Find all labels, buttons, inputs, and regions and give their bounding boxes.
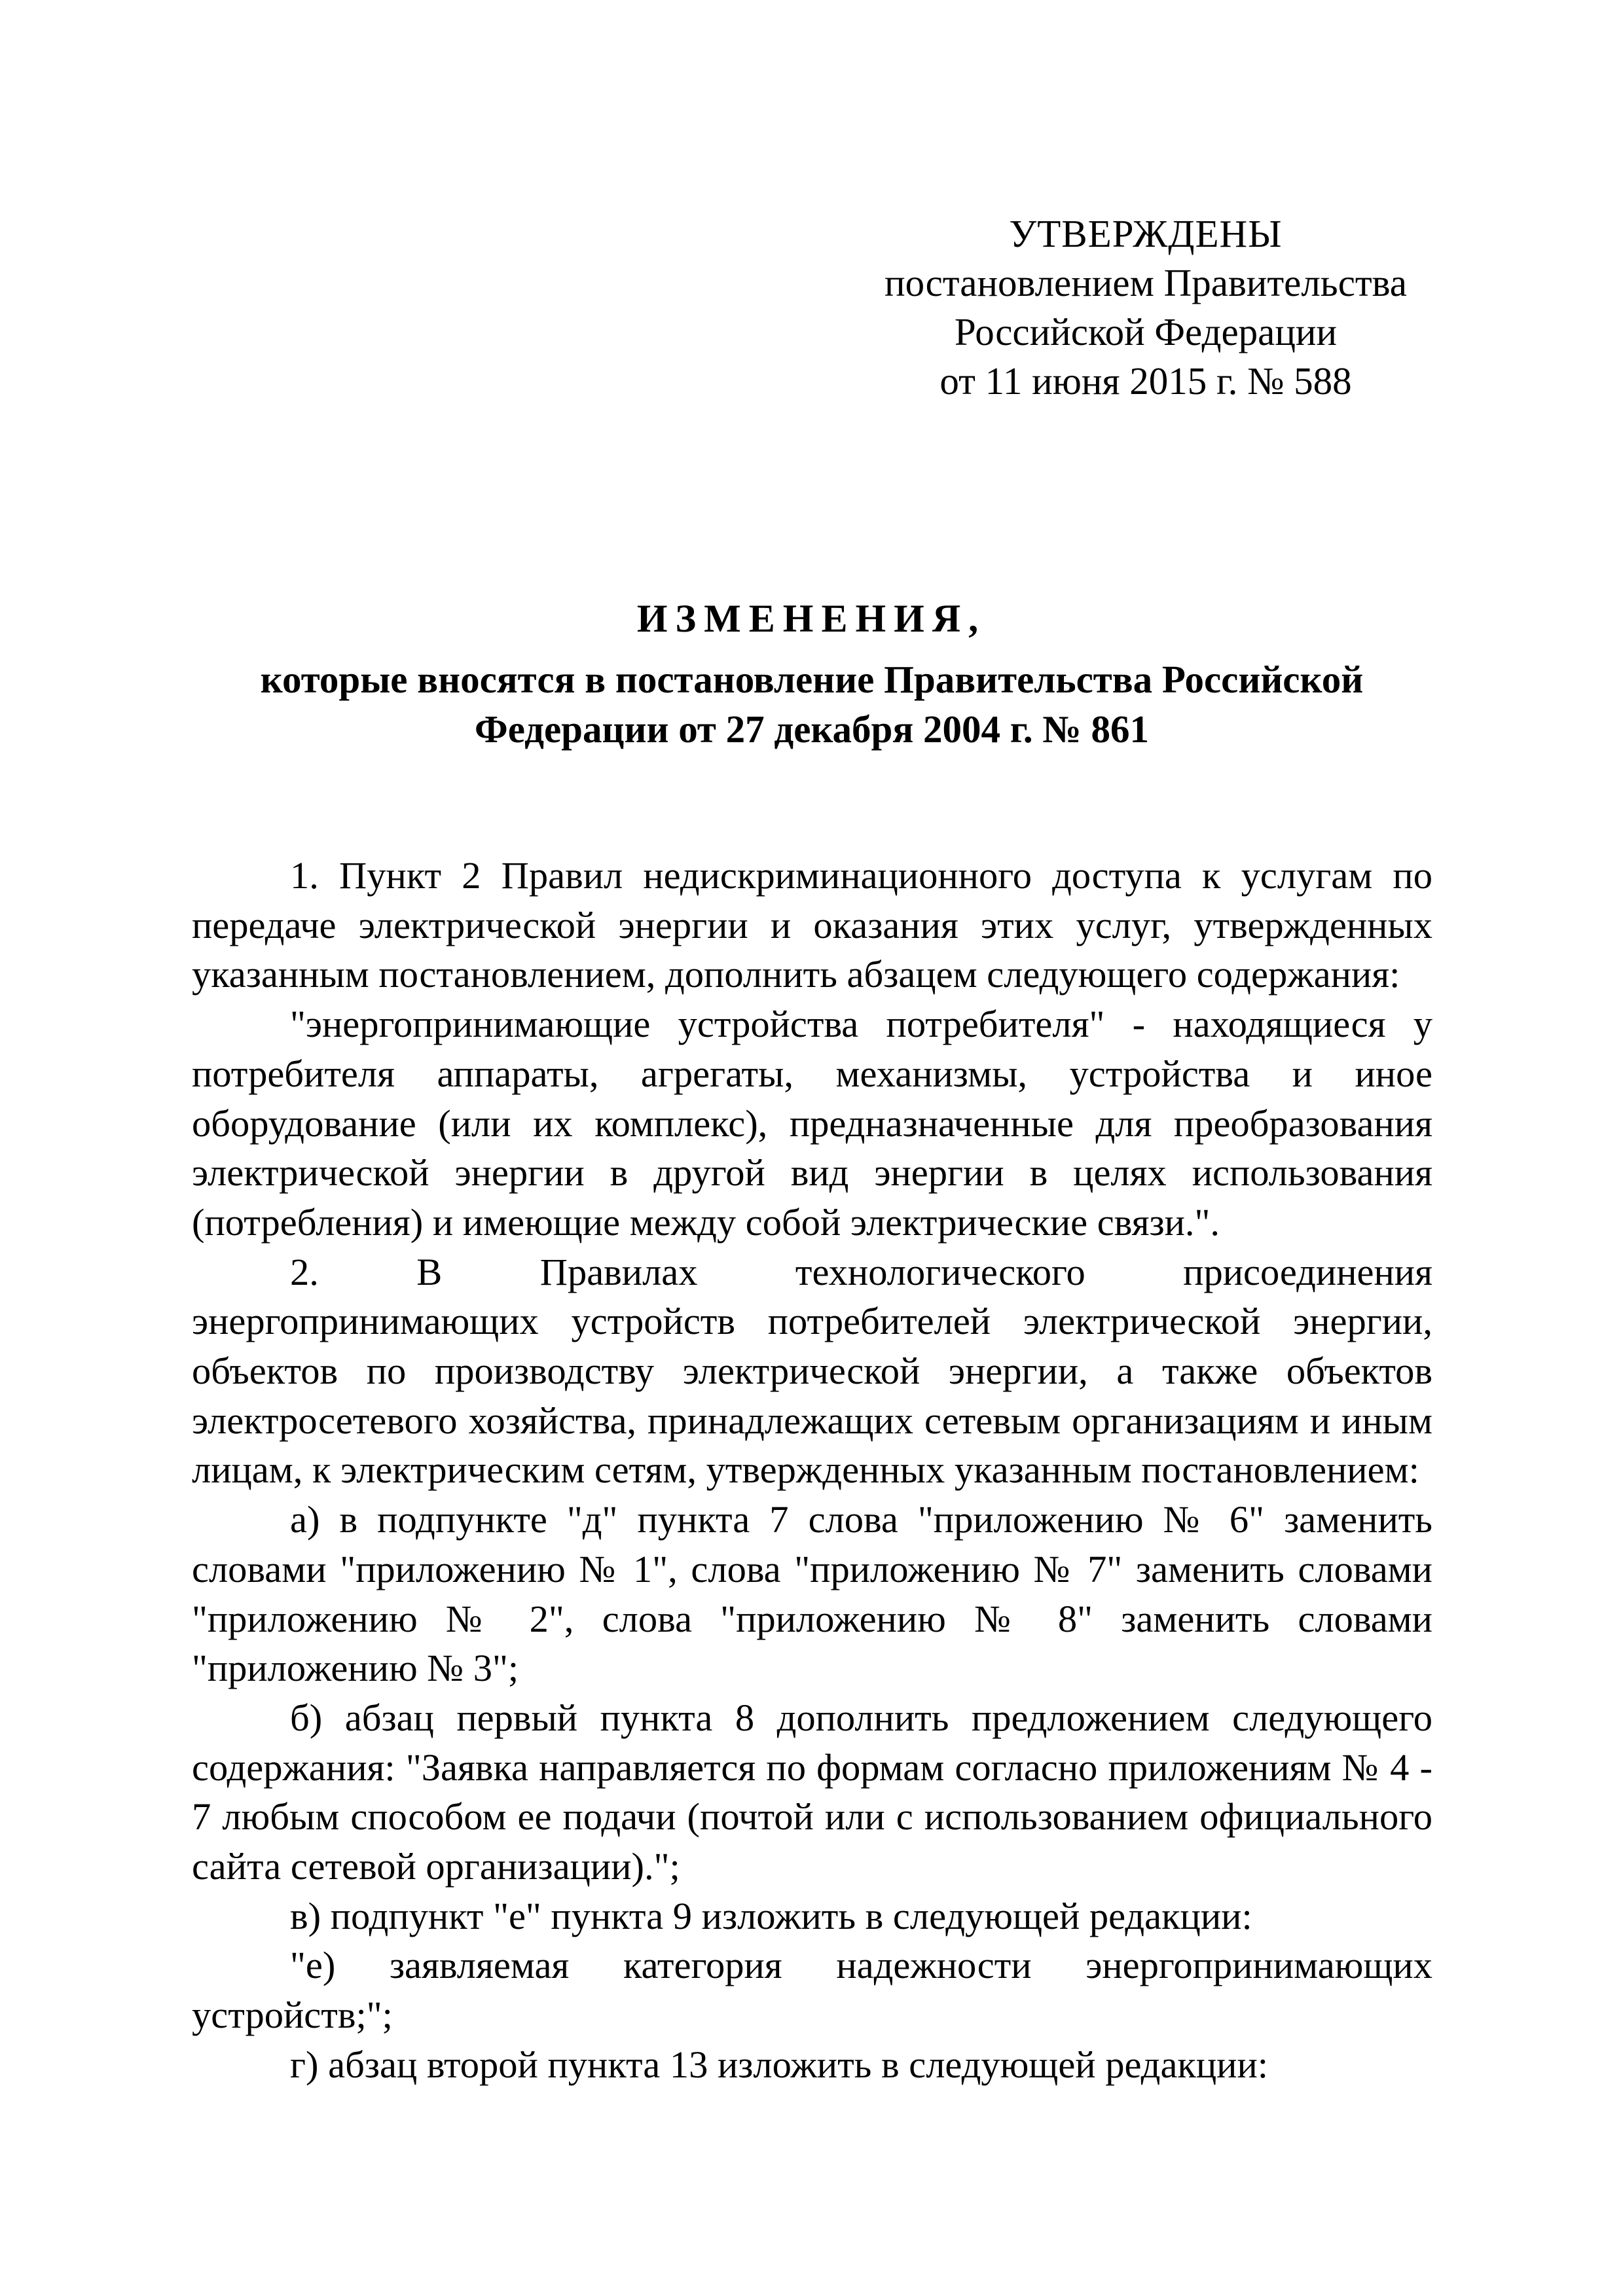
paragraph-7: "е) заявляемая категория надежности энергопринимающих устройств;"; [192,1944,1432,2037]
paragraph-2: "энергопринимающие устройства потребителя" - находящиеся у потребителя аппараты, агрегаты, механизмы, устройства и иное оборудование (или их комплекс), предназначенные для преобразования электрической энергии в другой вид энергии в целях использования (потребления) и имеющие между собой электрические связи.". [192,1003,1432,1244]
paragraph-8: г) абзац второй пункта 13 изложить в следующей редакции: [290,2043,1269,2086]
paragraph-4: а) в подпункте "д" пункта 7 слова "приложению № 6" заменить словами "приложению № 1", слова "приложению № 7" заменить словами "приложению № 2", слова "приложению № 8" заменить словами "приложению № 3"; [192,1498,1432,1690]
paragraph-5: б) абзац первый пункта 8 дополнить предложением следующего содержания: "Заявка направляется по формам согласно приложениям № 4 - 7 любым способом ее подачи (почтой или с использованием официального сайта сетевой организации)."; [192,1696,1432,1888]
approval-block [871,209,1421,406]
subtitle-line-2: Федерации от 27 декабря 2004 г. № 861 [475,708,1149,751]
document-subtitle [193,655,1431,754]
approval-line-2: Российской Федерации [954,310,1338,353]
paragraph-1: 1. Пункт 2 Правил недискриминационного доступа к услугам по передаче электрической энергии и оказания этих услуг, утвержденных указанным постановлением, дополнить абзацем следующего содержания: [192,854,1432,996]
paragraph-3: 2. В Правилах технологического присоединения энергопринимающих устройств потребителей электрической энергии, объектов по производству электрической энергии, а также объектов электросетевого хозяйства, принадлежащих сетевым организациям и иным лицам, к электрическим сетям, утвержденных указанным постановлением: [192,1250,1432,1492]
paragraph-6: в) подпункт "е" пункта 9 изложить в следующей редакции: [290,1894,1252,1937]
document-body [192,851,1432,2090]
approval-stamp: УТВЕРЖДЕНЫ [1009,212,1283,255]
approval-line-3: от 11 июня 2015 г. № 588 [939,359,1352,403]
approval-line-1: постановлением Правительства [884,261,1407,304]
subtitle-line-1: которые вносятся в постановление Правительства Российской [260,658,1364,701]
document-title: ИЗМЕНЕНИЯ, [636,597,987,640]
